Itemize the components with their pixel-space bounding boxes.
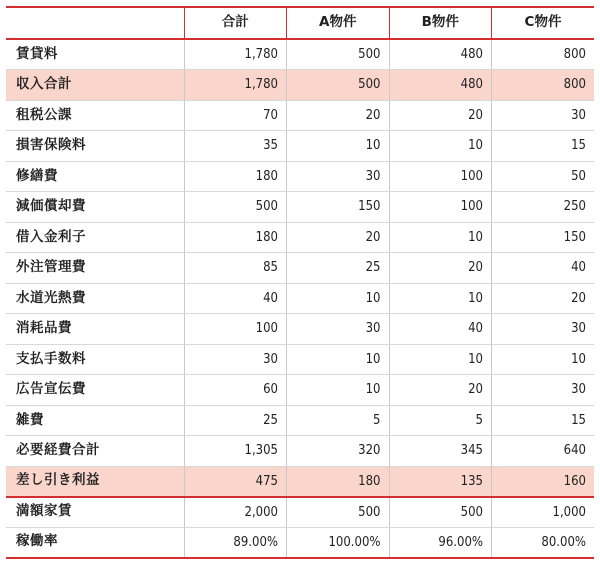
cell-total: 1,780	[184, 70, 287, 101]
cell-property-a: 180	[287, 466, 390, 497]
cell-property-b: 345	[389, 436, 492, 467]
cell-property-a: 100.00%	[287, 527, 390, 558]
cell-property-a: 500	[287, 497, 390, 528]
cell-property-b: 480	[389, 70, 492, 101]
row-label: 必要経費合計	[6, 436, 184, 467]
header-property-a: A物件	[287, 7, 390, 39]
cell-total: 500	[184, 192, 287, 223]
cell-property-b: 10	[389, 283, 492, 314]
table-row-taxes	[6, 100, 594, 131]
cell-property-b: 20	[389, 253, 492, 284]
cell-property-c: 20	[492, 283, 595, 314]
row-label: 満額家賃	[6, 497, 184, 528]
property-income-table	[6, 6, 594, 559]
cell-property-c: 30	[492, 375, 595, 406]
cell-total: 30	[184, 344, 287, 375]
cell-property-b: 100	[389, 192, 492, 223]
cell-property-c: 15	[492, 131, 595, 162]
cell-property-c: 30	[492, 100, 595, 131]
cell-property-a: 30	[287, 314, 390, 345]
cell-property-a: 10	[287, 344, 390, 375]
cell-property-c: 250	[492, 192, 595, 223]
cell-property-c: 160	[492, 466, 595, 497]
cell-total: 2,000	[184, 497, 287, 528]
cell-total: 180	[184, 222, 287, 253]
table-row-loan-interest	[6, 222, 594, 253]
cell-property-c: 15	[492, 405, 595, 436]
cell-property-c: 640	[492, 436, 595, 467]
cell-property-a: 20	[287, 100, 390, 131]
cell-property-a: 5	[287, 405, 390, 436]
cell-property-b: 480	[389, 39, 492, 70]
cell-total: 25	[184, 405, 287, 436]
cell-total: 100	[184, 314, 287, 345]
cell-property-b: 96.00%	[389, 527, 492, 558]
row-label: 損害保険料	[6, 131, 184, 162]
cell-property-c: 800	[492, 70, 595, 101]
cell-property-a: 500	[287, 70, 390, 101]
cell-property-a: 500	[287, 39, 390, 70]
row-label: 収入合計	[6, 70, 184, 101]
cell-property-b: 10	[389, 131, 492, 162]
cell-total: 89.00%	[184, 527, 287, 558]
table-row-full-rent	[6, 497, 594, 528]
cell-property-a: 10	[287, 283, 390, 314]
cell-property-c: 1,000	[492, 497, 595, 528]
cell-property-a: 150	[287, 192, 390, 223]
row-label: 租税公課	[6, 100, 184, 131]
cell-total: 180	[184, 161, 287, 192]
cell-property-b: 10	[389, 344, 492, 375]
table-row-management-fee	[6, 253, 594, 284]
cell-property-a: 10	[287, 131, 390, 162]
table-row-supplies	[6, 314, 594, 345]
row-label: 修繕費	[6, 161, 184, 192]
cell-property-b: 40	[389, 314, 492, 345]
cell-total: 1,305	[184, 436, 287, 467]
cell-property-b: 20	[389, 100, 492, 131]
cell-total: 1,780	[184, 39, 287, 70]
cell-property-c: 40	[492, 253, 595, 284]
cell-property-c: 80.00%	[492, 527, 595, 558]
cell-property-a: 320	[287, 436, 390, 467]
table-row-net-profit	[6, 466, 594, 497]
row-label: 消耗品費	[6, 314, 184, 345]
row-label: 稼働率	[6, 527, 184, 558]
table-row-utilities	[6, 283, 594, 314]
table-row-insurance	[6, 131, 594, 162]
row-label: 支払手数料	[6, 344, 184, 375]
table-row-depreciation	[6, 192, 594, 223]
cell-property-c: 150	[492, 222, 595, 253]
cell-property-a: 20	[287, 222, 390, 253]
cell-property-a: 10	[287, 375, 390, 406]
cell-property-a: 25	[287, 253, 390, 284]
cell-property-b: 5	[389, 405, 492, 436]
row-label: 借入金利子	[6, 222, 184, 253]
cell-property-b: 10	[389, 222, 492, 253]
row-label: 外注管理費	[6, 253, 184, 284]
cell-total: 85	[184, 253, 287, 284]
row-label: 賃貸料	[6, 39, 184, 70]
header-row	[6, 7, 594, 39]
table-row-repairs	[6, 161, 594, 192]
table-row-income-total	[6, 70, 594, 101]
row-label: 減価償却費	[6, 192, 184, 223]
table-row-fees	[6, 344, 594, 375]
cell-property-c: 30	[492, 314, 595, 345]
cell-total: 475	[184, 466, 287, 497]
row-label: 雑費	[6, 405, 184, 436]
table-row-advertising	[6, 375, 594, 406]
header-corner-cell	[6, 7, 184, 39]
cell-total: 40	[184, 283, 287, 314]
cell-property-b: 100	[389, 161, 492, 192]
cell-total: 35	[184, 131, 287, 162]
header-property-b: B物件	[389, 7, 492, 39]
row-label: 差し引き利益	[6, 466, 184, 497]
cell-property-c: 800	[492, 39, 595, 70]
row-label: 水道光熱費	[6, 283, 184, 314]
row-label: 広告宣伝費	[6, 375, 184, 406]
cell-property-c: 10	[492, 344, 595, 375]
cell-property-b: 20	[389, 375, 492, 406]
table-row-misc	[6, 405, 594, 436]
table-row-expense-total	[6, 436, 594, 467]
header-total: 合計	[184, 7, 287, 39]
cell-property-a: 30	[287, 161, 390, 192]
header-property-c: C物件	[492, 7, 595, 39]
cell-property-b: 135	[389, 466, 492, 497]
cell-property-c: 50	[492, 161, 595, 192]
table-row-occupancy-rate	[6, 527, 594, 558]
cell-property-b: 500	[389, 497, 492, 528]
cell-total: 60	[184, 375, 287, 406]
table-row-rent	[6, 39, 594, 70]
cell-total: 70	[184, 100, 287, 131]
